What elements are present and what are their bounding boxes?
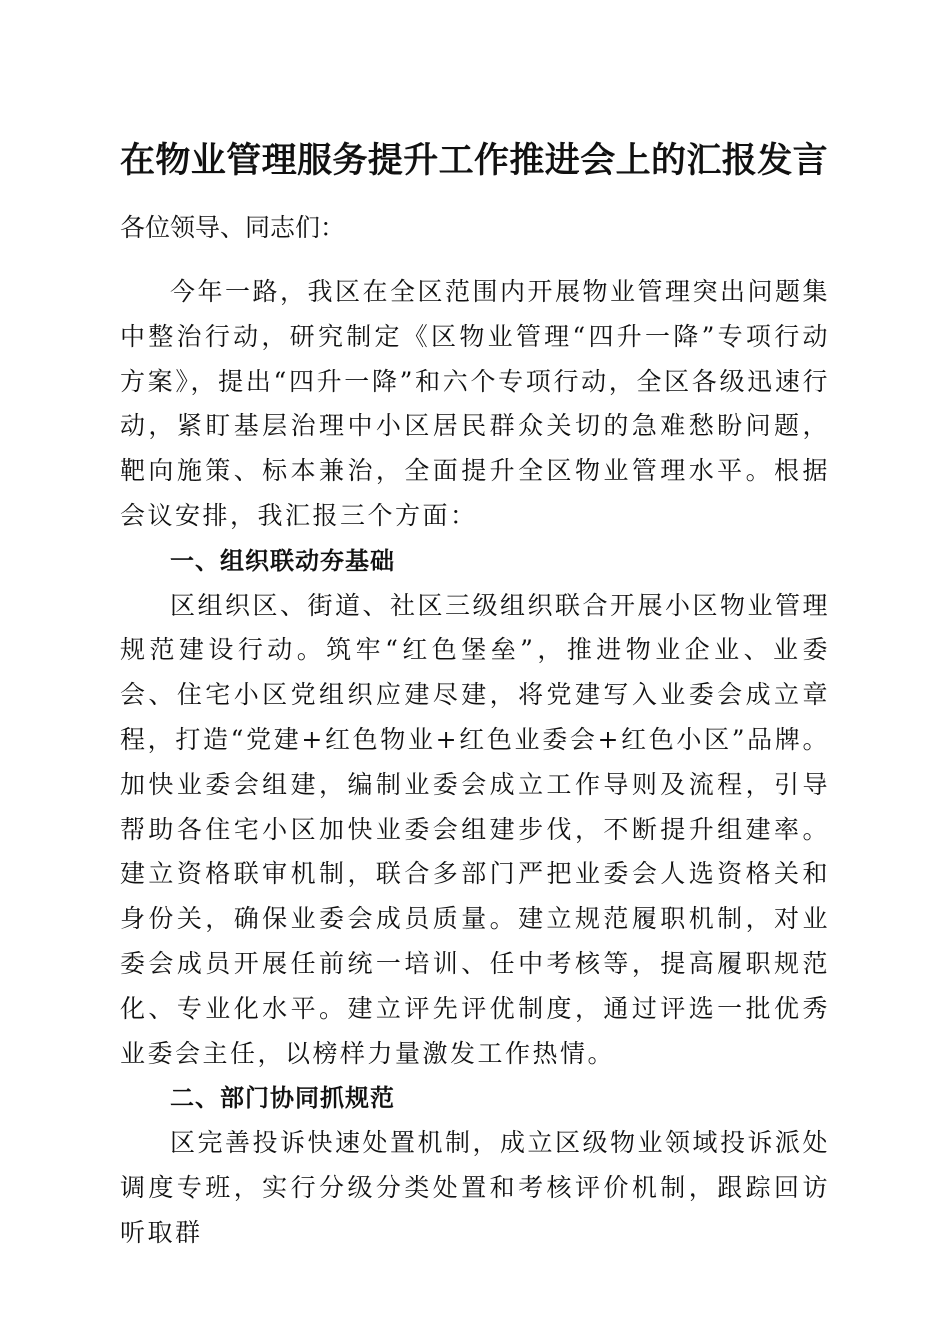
section-2-paragraph: 区完善投诉快速处置机制，成立区级物业领域投诉派处调度专班，实行分级分类处置和考核评价机制，跟踪回访听取群 (120, 1128, 831, 1247)
document-title: 在物业管理服务提升工作推进会上的汇报发言 (120, 140, 829, 181)
section-heading-1: 一、组织联动夯基础 (170, 546, 395, 575)
section-heading-2: 二、部门协同抓规范 (170, 1084, 395, 1113)
salutation: 各位领导、同志们： (120, 213, 346, 242)
document-body (120, 270, 830, 1256)
section-1-paragraph: 区组织区、街道、社区三级组织联合开展小区物业管理规范建设行动。筑牢“红色堡垒”，推进物业企业、业委会、住宅小区党组织应建尽建，将党建写入业委会成立章程，打造“党建+红色物业+红色业委会+红色小区”品牌。加快业委会组建，编制业委会成立工作导则及流程，引导帮助各住宅小区加快业委会组建步伐，不断提升组建率。建立资格联审机制，联合多部门严把业委会人选资格关和身份关，确保业委会成员质量。建立规范履职机制，对业委会成员开展任前统一培训、任中考核等，提高履职规范化、专业化水平。建立评先评优制度，通过评选一批优秀业委会主任，以榜样力量激发工作热情。 (120, 590, 831, 1068)
intro-paragraph: 今年一路，我区在全区范围内开展物业管理突出问题集中整治行动，研究制定《区物业管理“四升一降”专项行动方案》，提出“四升一降”和六个专项行动，全区各级迅速行动，紧盯基层治理中小区居民群众关切的急难愁盼问题，靶向施策、标本兼治，全面提升全区物业管理水平。根据会议安排，我汇报三个方面： (120, 277, 831, 530)
